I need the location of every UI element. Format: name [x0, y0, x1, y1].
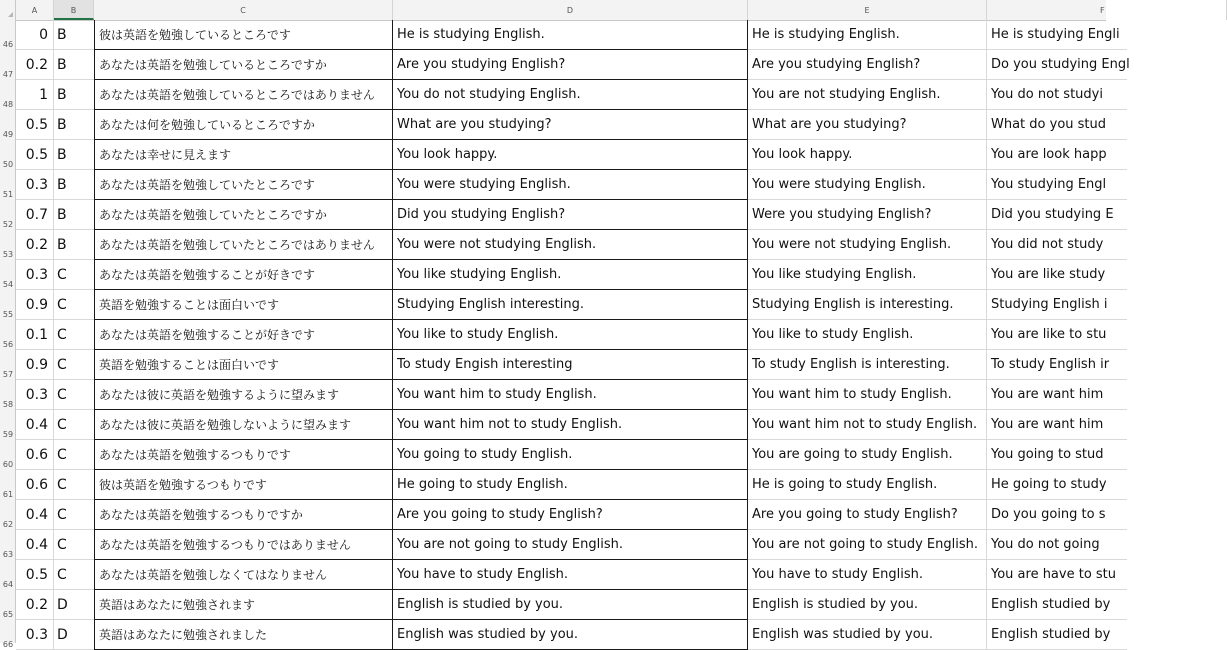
- cell-d[interactable]: He going to study English.: [393, 470, 748, 500]
- cell-f[interactable]: Studying English i: [987, 290, 1127, 320]
- table-row: [16, 290, 1106, 320]
- table-row: [16, 470, 1106, 500]
- table-row: [16, 380, 1106, 410]
- cell-f[interactable]: He is studying Engli: [987, 20, 1127, 50]
- cell-c[interactable]: 英語を勉強することは面白いです: [94, 290, 393, 320]
- cell-e[interactable]: What are you studying?: [748, 110, 987, 140]
- table-row: [16, 170, 1106, 200]
- cell-a[interactable]: 0.3: [16, 620, 54, 650]
- cell-b[interactable]: C: [54, 530, 94, 560]
- cell-f[interactable]: You going to stud: [987, 440, 1127, 470]
- cell-d[interactable]: Studying English interesting.: [393, 290, 748, 320]
- row-header[interactable]: 54: [2, 280, 14, 289]
- cell-c[interactable]: 英語はあなたに勉強されました: [94, 620, 393, 650]
- cell-a[interactable]: 1: [16, 80, 54, 110]
- cell-d[interactable]: You were not studying English.: [393, 230, 748, 260]
- cell-c[interactable]: あなたは幸せに見えます: [94, 140, 393, 170]
- table-row: [16, 410, 1106, 440]
- table-row: [16, 320, 1106, 350]
- cell-f[interactable]: Do you going to s: [987, 500, 1127, 530]
- cell-e[interactable]: You are not studying English.: [748, 80, 987, 110]
- cell-f[interactable]: To study English ir: [987, 350, 1127, 380]
- cell-d[interactable]: Are you going to study English?: [393, 500, 748, 530]
- cell-b[interactable]: B: [54, 170, 94, 200]
- table-row: [16, 500, 1106, 530]
- row-header-column: [0, 20, 16, 649]
- cell-d[interactable]: You do not studying English.: [393, 80, 748, 110]
- cell-b[interactable]: B: [54, 20, 94, 50]
- cell-a[interactable]: 0.9: [16, 350, 54, 380]
- cell-e[interactable]: He is going to study English.: [748, 470, 987, 500]
- cell-d[interactable]: Are you studying English?: [393, 50, 748, 80]
- table-row: [16, 440, 1106, 470]
- cell-d[interactable]: You want him to study English.: [393, 380, 748, 410]
- row-header[interactable]: 49: [2, 130, 14, 139]
- cell-f[interactable]: You are have to stu: [987, 560, 1127, 590]
- table-row: [16, 350, 1110, 380]
- column-header-d[interactable]: D: [393, 0, 748, 20]
- cell-e[interactable]: You were not studying English.: [748, 230, 987, 260]
- cell-e[interactable]: He is studying English.: [748, 20, 987, 50]
- cell-f[interactable]: English studied by: [987, 620, 1127, 650]
- cell-e[interactable]: To study English is interesting.: [748, 350, 987, 380]
- cell-c[interactable]: あなたは英語を勉強していたところではありません: [94, 230, 393, 260]
- cell-e[interactable]: You are not going to study English.: [748, 530, 987, 560]
- cell-c[interactable]: あなたは英語を勉強していたところですか: [94, 200, 393, 230]
- table-row: [16, 590, 1111, 620]
- row-header[interactable]: 46: [2, 40, 14, 49]
- table-row: [16, 530, 1106, 560]
- cell-c[interactable]: あなたは英語を勉強しているところではありません: [94, 80, 393, 110]
- row-header[interactable]: 64: [2, 580, 14, 589]
- cell-d[interactable]: To study Engish interesting: [393, 350, 748, 380]
- cell-d[interactable]: You like studying English.: [393, 260, 748, 290]
- cell-e[interactable]: You have to study English.: [748, 560, 987, 590]
- cell-e[interactable]: You were studying English.: [748, 170, 987, 200]
- cell-a[interactable]: 0.7: [16, 200, 54, 230]
- cell-a[interactable]: 0.6: [16, 440, 54, 470]
- cell-f[interactable]: You studying Engl: [987, 170, 1127, 200]
- cell-f[interactable]: You are want him: [987, 410, 1127, 440]
- row-header[interactable]: 59: [2, 430, 14, 439]
- cell-b[interactable]: C: [54, 470, 94, 500]
- cell-d[interactable]: You want him not to study English.: [393, 410, 748, 440]
- cell-b[interactable]: B: [54, 230, 94, 260]
- cell-b[interactable]: C: [54, 350, 94, 380]
- column-header-b[interactable]: B: [54, 0, 94, 20]
- cell-a[interactable]: 0.1: [16, 320, 54, 350]
- cell-c[interactable]: あなたは英語を勉強しなくてはなりません: [94, 560, 393, 590]
- cell-a[interactable]: 0.4: [16, 530, 54, 560]
- cell-a[interactable]: 0.3: [16, 260, 54, 290]
- cell-b[interactable]: D: [54, 590, 94, 620]
- cell-e[interactable]: You like studying English.: [748, 260, 987, 290]
- row-header[interactable]: 63: [2, 550, 14, 559]
- cell-a[interactable]: 0.5: [16, 560, 54, 590]
- table-row: [16, 50, 1130, 80]
- cell-e[interactable]: Are you going to study English?: [748, 500, 987, 530]
- cell-b[interactable]: B: [54, 80, 94, 110]
- cell-e[interactable]: English was studied by you.: [748, 620, 987, 650]
- cell-d[interactable]: He is studying English.: [393, 20, 748, 50]
- cell-f[interactable]: You did not study: [987, 230, 1127, 260]
- cell-d[interactable]: Did you studying English?: [393, 200, 748, 230]
- table-row: [16, 140, 1106, 170]
- row-header[interactable]: 53: [2, 250, 14, 259]
- row-header[interactable]: 60: [2, 460, 14, 469]
- cell-b[interactable]: B: [54, 200, 94, 230]
- cell-f[interactable]: You are look happ: [987, 140, 1127, 170]
- cell-c[interactable]: 彼は英語を勉強するつもりです: [94, 470, 393, 500]
- row-header[interactable]: 48: [2, 100, 14, 109]
- cell-b[interactable]: B: [54, 50, 94, 80]
- cell-f[interactable]: Did you studying E: [987, 200, 1127, 230]
- cell-d[interactable]: You were studying English.: [393, 170, 748, 200]
- cell-b[interactable]: C: [54, 290, 94, 320]
- cell-f[interactable]: You are want him: [987, 380, 1127, 410]
- cell-b[interactable]: B: [54, 110, 94, 140]
- column-header-e[interactable]: E: [748, 0, 987, 20]
- table-row: [16, 80, 1106, 110]
- cell-c[interactable]: 英語はあなたに勉強されます: [94, 590, 393, 620]
- cell-a[interactable]: 0.4: [16, 500, 54, 530]
- cell-f[interactable]: You do not going: [987, 530, 1127, 560]
- cell-f[interactable]: English studied by: [987, 590, 1127, 620]
- cell-d[interactable]: What are you studying?: [393, 110, 748, 140]
- cell-e[interactable]: You want him to study English.: [748, 380, 987, 410]
- cell-c[interactable]: あなたは英語を勉強するつもりではありません: [94, 530, 393, 560]
- cell-a[interactable]: 0.2: [16, 590, 54, 620]
- cell-e[interactable]: English is studied by you.: [748, 590, 987, 620]
- cell-b[interactable]: C: [54, 260, 94, 290]
- cell-e[interactable]: You want him not to study English.: [748, 410, 987, 440]
- row-header[interactable]: 56: [2, 340, 14, 349]
- cell-c[interactable]: あなたは英語を勉強しているところですか: [94, 50, 393, 80]
- cell-a[interactable]: 0: [16, 20, 54, 50]
- cell-c[interactable]: 彼は英語を勉強しているところです: [94, 20, 393, 50]
- column-header-row: [0, 0, 1106, 21]
- cell-a[interactable]: 0.5: [16, 140, 54, 170]
- row-header[interactable]: 52: [2, 220, 14, 229]
- cell-c[interactable]: あなたは彼に英語を勉強するように望みます: [94, 380, 393, 410]
- row-header[interactable]: 58: [2, 400, 14, 409]
- cell-c[interactable]: あなたは英語を勉強するつもりですか: [94, 500, 393, 530]
- cell-e[interactable]: Studying English is interesting.: [748, 290, 987, 320]
- cell-c[interactable]: あなたは彼に英語を勉強しないように望みます: [94, 410, 393, 440]
- table-row: [16, 560, 1117, 590]
- cell-b[interactable]: C: [54, 410, 94, 440]
- cell-d[interactable]: English is studied by you.: [393, 590, 748, 620]
- cell-f[interactable]: You do not studyi: [987, 80, 1127, 110]
- table-row: [16, 20, 1120, 50]
- cell-e[interactable]: You are going to study English.: [748, 440, 987, 470]
- cell-d[interactable]: You are not going to study English.: [393, 530, 748, 560]
- row-header[interactable]: 66: [2, 640, 14, 649]
- column-header-c[interactable]: C: [94, 0, 393, 20]
- cell-f[interactable]: Do you studying Engl: [987, 50, 1127, 80]
- row-header[interactable]: 51: [2, 190, 14, 199]
- table-row: [16, 110, 1106, 140]
- cell-b[interactable]: B: [54, 140, 94, 170]
- cell-d[interactable]: You going to study English.: [393, 440, 748, 470]
- row-header[interactable]: 57: [2, 370, 14, 379]
- cell-a[interactable]: 0.2: [16, 230, 54, 260]
- cell-c[interactable]: あなたは英語を勉強していたところです: [94, 170, 393, 200]
- cell-f[interactable]: You are like study: [987, 260, 1127, 290]
- table-row: [16, 260, 1106, 290]
- table-row: [16, 620, 1111, 650]
- cell-c[interactable]: 英語を勉強することは面白いです: [94, 350, 393, 380]
- cell-a[interactable]: 0.3: [16, 380, 54, 410]
- cell-f[interactable]: What do you stud: [987, 110, 1127, 140]
- column-header-a[interactable]: A: [16, 0, 54, 20]
- cell-f[interactable]: He going to study: [987, 470, 1127, 500]
- cell-b[interactable]: C: [54, 560, 94, 590]
- cell-a[interactable]: 0.3: [16, 170, 54, 200]
- cell-e[interactable]: You like to study English.: [748, 320, 987, 350]
- row-header[interactable]: 55: [2, 310, 14, 319]
- select-all-triangle-icon: [8, 12, 13, 17]
- cell-a[interactable]: 0.5: [16, 110, 54, 140]
- cell-a[interactable]: 0.9: [16, 290, 54, 320]
- cell-c[interactable]: あなたは英語を勉強することが好きです: [94, 260, 393, 290]
- cell-c[interactable]: あなたは英語を勉強することが好きです: [94, 320, 393, 350]
- cell-d[interactable]: You like to study English.: [393, 320, 748, 350]
- cell-a[interactable]: 0.4: [16, 410, 54, 440]
- table-row: [16, 200, 1114, 230]
- cell-d[interactable]: You have to study English.: [393, 560, 748, 590]
- cell-c[interactable]: あなたは何を勉強しているところですか: [94, 110, 393, 140]
- cell-e[interactable]: Are you studying English?: [748, 50, 987, 80]
- row-header[interactable]: 47: [2, 70, 14, 79]
- cell-a[interactable]: 0.2: [16, 50, 54, 80]
- cell-e[interactable]: Were you studying English?: [748, 200, 987, 230]
- column-header-f[interactable]: F: [987, 0, 1227, 20]
- cell-d[interactable]: English was studied by you.: [393, 620, 748, 650]
- cell-b[interactable]: C: [54, 380, 94, 410]
- table-row: [16, 230, 1106, 260]
- cell-c[interactable]: あなたは英語を勉強するつもりです: [94, 440, 393, 470]
- cell-b[interactable]: C: [54, 320, 94, 350]
- cell-f[interactable]: You are like to stu: [987, 320, 1127, 350]
- row-header[interactable]: 61: [2, 490, 14, 499]
- cell-d[interactable]: You look happy.: [393, 140, 748, 170]
- cell-b[interactable]: C: [54, 440, 94, 470]
- cell-b[interactable]: C: [54, 500, 94, 530]
- cell-e[interactable]: You look happy.: [748, 140, 987, 170]
- select-all-corner[interactable]: [0, 0, 16, 20]
- row-header[interactable]: 65: [2, 610, 14, 619]
- cell-b[interactable]: D: [54, 620, 94, 650]
- cell-a[interactable]: 0.6: [16, 470, 54, 500]
- row-header[interactable]: 50: [2, 160, 14, 169]
- row-header[interactable]: 62: [2, 520, 14, 529]
